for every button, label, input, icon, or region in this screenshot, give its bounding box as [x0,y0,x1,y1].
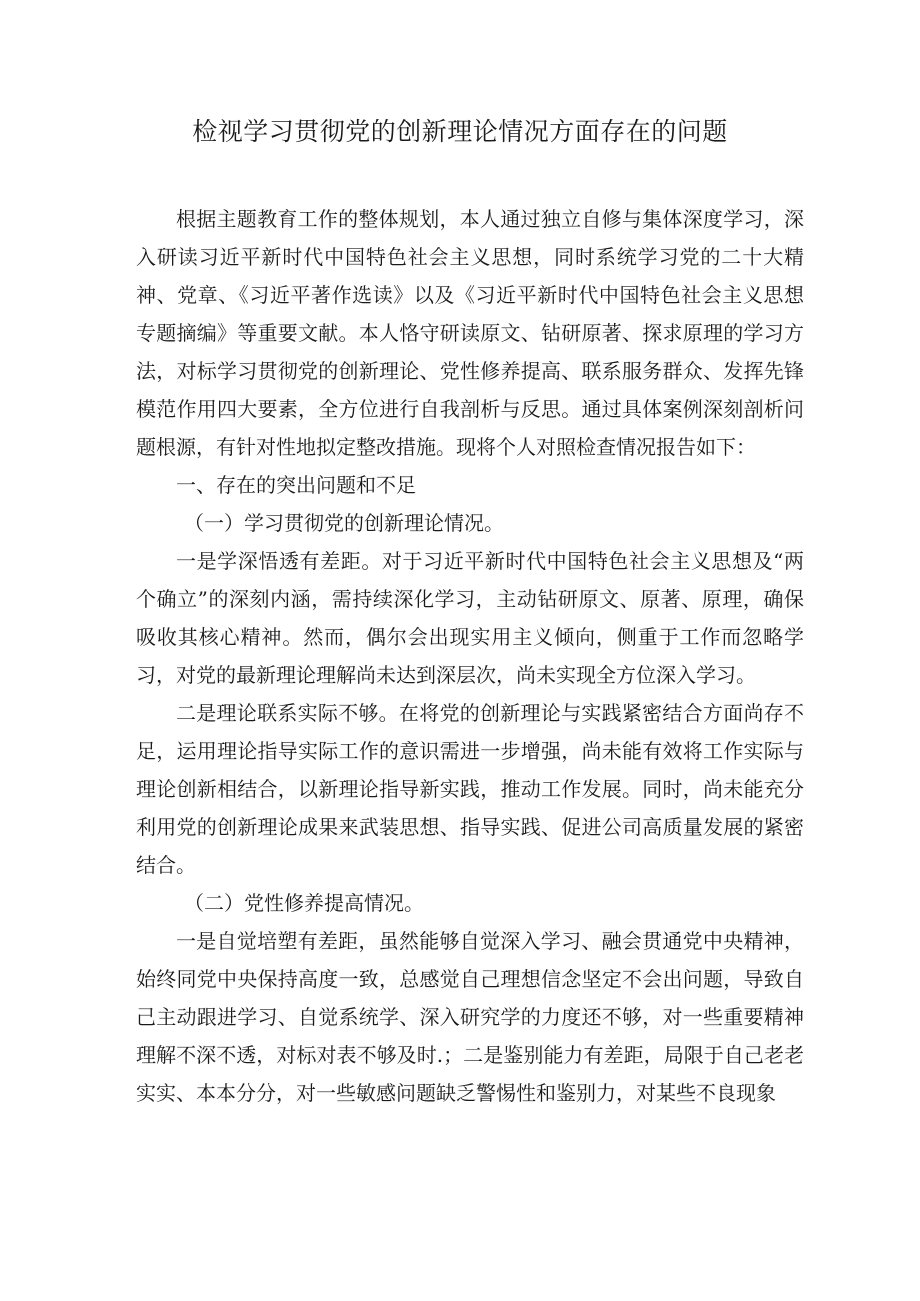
subsection-heading-1: （一）学习贯彻党的创新理论情况。 [184,511,504,535]
intro-paragraph: 根据主题教育工作的整体规划，本人通过独立自修与集体深度学习，深入研读习近平新时代中国特色社会主义思想，同时系统学习党的二十大精神、党章、《习近平著作选读》以及《习近平新时代中国特色社会主义思想专题摘编》等重要文献。本人恪守研读原文、钻研原著、探求原理的学习方法，对标学习贯彻党的创新理论、党性修养提高、联系服务群众、发挥先锋模范作用四大要素，全方位进行自我剖析与反思。通过具体案例深刻剖析问题根源，有针对性地拟定整改措施。现将个人对照检查情况报告如下： [136,207,804,459]
body-paragraph: 一是自觉培塑有差距，虽然能够自觉深入学习、融会贯通党中央精神，始终同党中央保持高度一致，总感觉自己理想信念坚定不会出问题，导致自己主动跟进学习、自觉系统学、深入研究学的力度还不够，对一些重要精神理解不深不透，对标对表不够及时.；二是鉴别能力有差距，局限于自己老老实实、本本分分，对一些敏感问题缺乏警惕性和鉴别力，对某些不良现象 [136,929,804,1105]
section-heading-1: 一、存在的突出问题和不足 [176,473,416,497]
document-title: 检视学习贯彻党的创新理论情况方面存在的问题 [192,117,728,146]
subsection-heading-2: （二）党性修养提高情况。 [184,891,424,915]
body-paragraph: 一是学深悟透有差距。对于习近平新时代中国特色社会主义思想及“两个确立”的深刻内涵，需持续深化学习，主动钻研原文、原著、原理，确保吸收其核心精神。然而，偶尔会出现实用主义倾向，侧重于工作而忽略学习，对党的最新理论理解尚未达到深层次，尚未实现全方位深入学习。 [136,549,804,687]
body-paragraph: 二是理论联系实际不够。在将党的创新理论与实践紧密结合方面尚存不足，运用理论指导实际工作的意识需进一步增强，尚未能有效将工作实际与理论创新相结合，以新理论指导新实践，推动工作发展。同时，尚未能充分利用党的创新理论成果来武装思想、指导实践、促进公司高质量发展的紧密结合。 [136,701,804,877]
document-body [136,200,804,1112]
